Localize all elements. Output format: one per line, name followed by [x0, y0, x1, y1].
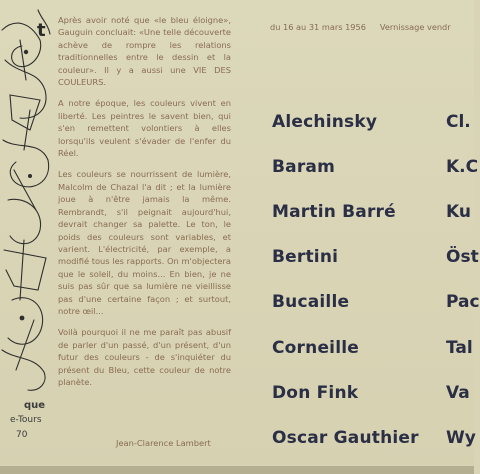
artist-name: Baram: [272, 157, 335, 177]
card-bottom-edge: [0, 466, 474, 474]
artist-name: Don Fink: [272, 383, 359, 403]
artist-name: Bucaille: [272, 292, 350, 312]
left-footer-text: [0, 398, 45, 443]
left-footer-line-3: 70: [16, 430, 28, 440]
artist-name-partial: Tal: [446, 338, 473, 358]
artist-name-partial: Wy: [446, 428, 476, 448]
exhibition-dates: du 16 au 31 mars 1956: [270, 22, 366, 32]
artist-name-partial: Öst: [446, 247, 479, 267]
artist-name-partial: Pac: [446, 292, 480, 312]
artist-name: Bertini: [272, 247, 339, 267]
left-footer-line-2: e-Tours: [10, 415, 42, 425]
essay-paragraph: A notre époque, les couleurs vivent en liberté. Les peintres le savent bien, qui s'en remettent volontiers à elles lorsqu'ils veulent s'évader de l'enfer du Réel.: [58, 98, 231, 159]
artist-name: Oscar Gauthier: [272, 428, 419, 448]
exhibition-header: [270, 22, 451, 32]
essay-paragraph: Les couleurs se nourrissent de lumière, Malcolm de Chazal l'a dit ; et la lumière joue à n'être jamais la même. Rembrandt, s'il peignait aujourd'hui, devrait changer sa palette. Le ton, le poids des couleurs sont variables, et varient. L'électricité, par exemple, a modifié tous les rapports. On m'objectera que le soleil, du moins... En bien, je ne suis pas sûr que sa lumière ne vieillisse pas d'une certaine façon ; et surtout, notre œil...: [58, 169, 231, 316]
artist-name: Martin Barré: [272, 202, 396, 222]
sketch-drawing: [0, 0, 52, 395]
vernissage-label: Vernissage vendr: [379, 22, 451, 32]
essay-paragraph: Après avoir noté que «le bleu éloigne», Gauguin concluait: «Une telle découverte achève de rompre les relations traditionnelles entre le dessin et la couleur». Il y a aussi une VIE DES COULEURS.: [58, 15, 231, 88]
artist-name-partial: Cl.: [446, 112, 471, 132]
artist-name-partial: K.C: [446, 157, 479, 177]
essay-text: [58, 14, 231, 397]
essay-signature: Jean-Clarence Lambert: [116, 438, 211, 448]
left-footer-line-1: que: [24, 400, 46, 411]
corner-letter: t: [37, 20, 46, 41]
artist-name-partial: Va: [446, 383, 470, 403]
artist-name-partial: Ku: [446, 202, 471, 222]
artist-name: Corneille: [272, 338, 359, 358]
artist-name: Alechinsky: [272, 112, 378, 132]
essay-paragraph: Voilà pourquoi il ne me paraît pas abusif de parler d'un passé, d'un présent, d'un futur des couleurs - de s'inquiéter du présent du Bleu, cette couleur de notre planète.: [58, 327, 231, 387]
